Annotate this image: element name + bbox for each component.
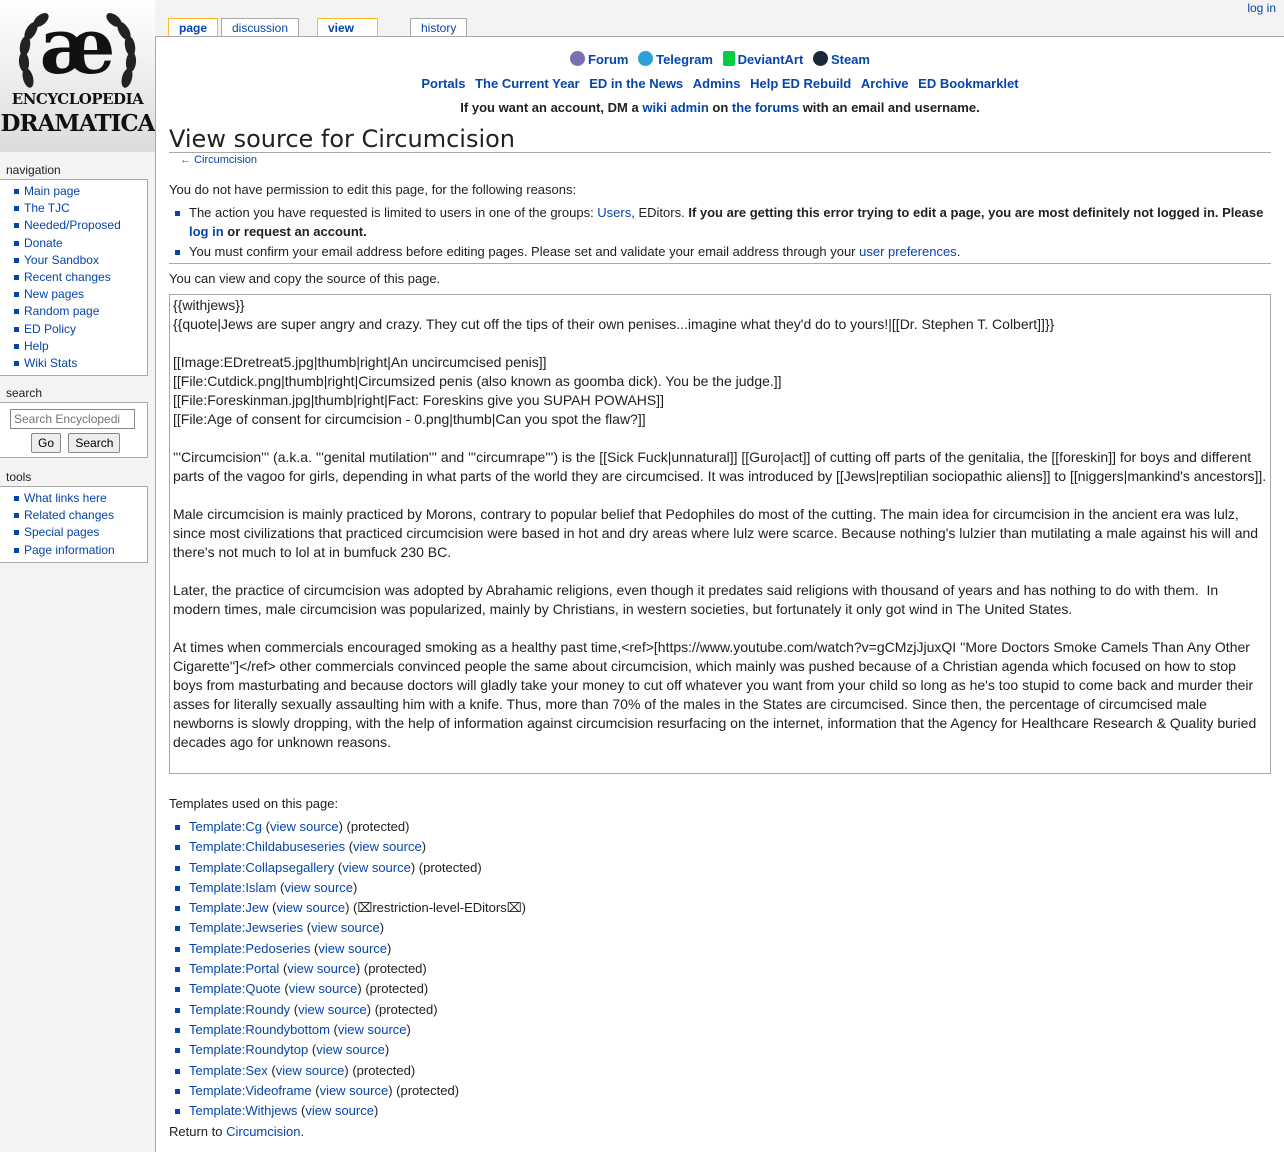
paren: ( (308, 1042, 317, 1058)
navigation-body (0, 179, 148, 376)
portals-link[interactable]: Portals (421, 76, 466, 91)
sidebar-item-donate[interactable] (24, 235, 147, 252)
templates-list (169, 817, 1271, 1121)
template-protection-status: (protected) (361, 981, 429, 997)
back-arrow-icon: ← (180, 154, 195, 166)
template-link[interactable]: Template:Sex (189, 1062, 268, 1078)
template-view-source-link[interactable]: view source (342, 859, 411, 875)
template-view-source-link[interactable]: view source (319, 1082, 389, 1098)
template-protection-status: (protected) (415, 859, 482, 875)
reason-groups (189, 203, 1271, 241)
template-view-source-link[interactable]: view source (276, 900, 346, 916)
tab-discussion-label[interactable]: discussion (232, 21, 289, 35)
paren: ) (355, 961, 361, 977)
template-link[interactable]: Template:Portal (189, 961, 280, 977)
tools-link[interactable]: What links here (24, 491, 107, 505)
tab-page[interactable] (168, 18, 218, 38)
template-item (189, 837, 1271, 857)
ed-in-news-link[interactable]: ED in the News (589, 76, 684, 91)
source-textarea[interactable] (169, 294, 1271, 774)
sidebar-link[interactable]: Donate (24, 235, 63, 250)
template-view-source-link[interactable]: view source (318, 940, 387, 956)
paren: ) (357, 981, 362, 997)
account-notice-text: on (708, 100, 732, 115)
site-logo[interactable] (0, 0, 155, 152)
login-link[interactable]: log in (1247, 1, 1276, 15)
telegram-icon (638, 51, 653, 66)
login-inline-link[interactable]: log in (189, 224, 224, 239)
template-item (189, 959, 1271, 979)
sidebar-item-the-tjc[interactable] (24, 200, 147, 217)
logo-glyph: æ (39, 1, 116, 92)
paren: ) (345, 900, 350, 916)
tab-view-source-label[interactable]: view (328, 21, 355, 35)
templates-heading: Templates used on this page: (169, 796, 339, 811)
tab-history[interactable] (410, 18, 467, 37)
sidebar-link[interactable]: Recent changes (24, 270, 111, 285)
template-item (189, 898, 1271, 918)
tools-link[interactable]: Page information (24, 542, 115, 557)
sidebar-item-help[interactable] (24, 338, 147, 355)
sidebar-item-wiki-stats[interactable] (24, 355, 147, 372)
template-link[interactable]: Template:Pedoseries (189, 940, 311, 956)
sidebar-link[interactable]: Needed/Proposed (24, 218, 121, 233)
deviantart-link[interactable] (723, 52, 804, 67)
return-text: Return to (169, 1124, 227, 1140)
paren: ( (276, 879, 285, 895)
template-link[interactable]: Template:Childabuseseries (189, 839, 346, 855)
go-button[interactable]: Go (31, 433, 61, 453)
template-link[interactable]: Template:Quote (189, 981, 281, 997)
template-item (189, 939, 1271, 959)
template-link[interactable]: Template:Jewseries (189, 920, 304, 936)
paren: ( (303, 920, 312, 936)
paren: ) (373, 1103, 379, 1119)
template-item (189, 1061, 1271, 1081)
sidebar-item-recent-changes[interactable] (24, 269, 147, 286)
paren: ( (261, 819, 270, 834)
search-portal (0, 386, 148, 458)
template-view-source-link[interactable]: view source (337, 1021, 407, 1037)
telegram-label: Telegram (656, 52, 713, 67)
paren: ) (384, 1042, 390, 1058)
reason-email (189, 242, 1271, 261)
template-link[interactable]: Template:Collapsegallery (189, 859, 335, 875)
paren: ) (406, 1021, 411, 1037)
template-item (189, 1081, 1271, 1101)
archive-link[interactable]: Archive (860, 76, 909, 91)
template-item (189, 817, 1271, 837)
navigation-portal (0, 163, 148, 376)
sidebar-link[interactable]: Help (24, 338, 49, 353)
sidebar-item-your-sandbox[interactable] (24, 252, 147, 269)
personal-tools (1247, 1, 1276, 15)
tools-item-page-information[interactable] (24, 542, 147, 559)
template-view-source-link[interactable]: view source (353, 839, 422, 855)
search-input[interactable] (10, 409, 135, 429)
tools-list (12, 490, 147, 559)
template-link[interactable]: Template:Roundy (189, 1001, 291, 1017)
steam-link[interactable] (813, 52, 870, 67)
admins-link[interactable]: Admins (692, 76, 741, 91)
template-item (189, 878, 1271, 898)
paren: ( (268, 900, 277, 916)
sidebar-item-ed-policy[interactable] (24, 321, 147, 338)
template-link[interactable]: Template:Islam (189, 879, 277, 895)
return-link[interactable]: Circumcision (226, 1124, 301, 1140)
template-item (189, 1000, 1271, 1020)
template-view-source-link[interactable]: view source (287, 961, 356, 977)
paren: ( (345, 839, 354, 855)
tools-item-what-links-here[interactable] (24, 490, 147, 507)
bookmarklet-link[interactable]: ED Bookmarklet (918, 76, 1019, 91)
return-line (169, 1122, 1271, 1141)
paren: ) (353, 879, 358, 895)
logo-line1: ENCYCLOPEDIA (11, 90, 144, 108)
paren: ) (338, 819, 343, 834)
reason-text: You must confirm your email address before editing pages. Please set and validate your email address through your (189, 244, 860, 259)
account-notice-text: with an email and username. (799, 100, 980, 115)
reason-text: . (956, 244, 961, 259)
forum-link[interactable] (570, 52, 628, 67)
paren: ) (366, 1001, 372, 1017)
tools-portal (0, 470, 148, 563)
template-view-source-link[interactable]: view source (305, 1103, 374, 1119)
paren: ( (310, 940, 319, 956)
back-link-subtitle (180, 153, 1284, 167)
template-item (189, 1020, 1271, 1040)
template-protection-status: (⌧restriction-level-EDitors⌧) (349, 900, 527, 916)
tab-page-label[interactable]: page (179, 21, 208, 35)
sidebar-item-random-page[interactable] (24, 303, 147, 320)
tools-item-special-pages[interactable] (24, 524, 147, 541)
template-link[interactable]: Template:Videoframe (189, 1082, 312, 1098)
tab-view-source[interactable] (317, 18, 378, 38)
paren: ( (290, 1001, 299, 1017)
sidebar-link[interactable]: Your Sandbox (24, 252, 99, 267)
paren: ( (329, 1021, 338, 1037)
account-notice (156, 98, 1284, 122)
page-title: View source for Circumcision (169, 124, 1271, 153)
navigation-list (12, 183, 147, 372)
sidebar-item-needed-proposed[interactable] (24, 217, 147, 234)
template-protection-status: (protected) (392, 1082, 460, 1098)
search-body (0, 402, 148, 458)
tab-history-label[interactable]: history (421, 21, 457, 35)
sidebar-link[interactable]: Main page (24, 184, 81, 198)
tools-item-related-changes[interactable] (24, 507, 147, 524)
paren: ) (344, 1062, 349, 1078)
paren: ( (311, 1082, 320, 1098)
template-view-source-link[interactable]: view source (311, 920, 380, 936)
reason-text: , EDitors. (631, 205, 689, 220)
site-notice (156, 50, 1284, 122)
paren: ( (279, 961, 288, 977)
template-link[interactable]: Template:Roundytop (189, 1042, 309, 1058)
account-notice-text: If you want an account, DM a (460, 100, 643, 115)
template-view-source-link[interactable]: view source (275, 1062, 345, 1078)
template-view-source-link[interactable]: view source (284, 879, 354, 895)
steam-label: Steam (830, 52, 870, 67)
permission-intro: You do not have permission to edit this page, for the following reasons: (169, 182, 577, 197)
search-button[interactable]: Search (68, 433, 120, 453)
tools-link[interactable]: Related changes (24, 508, 115, 523)
site-links (156, 74, 1284, 98)
content-panel (155, 36, 1284, 1152)
tools-heading: tools (6, 470, 32, 484)
user-preferences-link[interactable]: user preferences (859, 244, 957, 259)
sidebar-link[interactable]: New pages (24, 287, 85, 302)
template-item (189, 918, 1271, 938)
tools-link[interactable]: Special pages (24, 525, 100, 540)
paren: ) (410, 859, 416, 875)
sidebar-link[interactable]: The TJC (24, 201, 70, 216)
template-item (189, 1040, 1271, 1060)
paren: ( (267, 1062, 276, 1078)
reason-bold: or request an account. (223, 224, 367, 239)
current-year-link[interactable]: The Current Year (475, 76, 580, 91)
help-rebuild-link[interactable]: Help ED Rebuild (750, 76, 852, 91)
template-link[interactable]: Template:Cg (189, 819, 262, 834)
tab-discussion[interactable] (221, 18, 299, 37)
template-link[interactable]: Template:Jew (189, 900, 269, 916)
reason-text: The action you have requested is limited to users in one of the groups: (189, 205, 598, 220)
return-text: . (300, 1124, 305, 1140)
wiki-admin-link[interactable]: wiki admin (642, 100, 709, 115)
template-view-source-link[interactable]: view source (298, 1001, 367, 1017)
template-view-source-link[interactable]: view source (269, 819, 339, 834)
sidebar-link[interactable]: Random page (24, 304, 100, 319)
paren: ) (387, 940, 392, 956)
reason-bold: If you are getting this error trying to edit a page, you are most definitely not logged in. Please (688, 205, 1264, 220)
template-view-source-link[interactable]: view source (316, 1042, 385, 1058)
divider (169, 263, 1271, 264)
template-protection-status: (protected) (348, 1062, 416, 1078)
template-protection-status: (protected) (371, 1001, 438, 1017)
logo-line2: DRAMATICA (0, 110, 155, 137)
social-links (156, 50, 1284, 74)
template-item (189, 979, 1271, 999)
navigation-heading: navigation (6, 163, 61, 177)
paren: ) (379, 920, 385, 936)
can-view-notice: You can view and copy the source of this page. (169, 271, 441, 286)
forum-icon (570, 51, 585, 66)
deviantart-icon (723, 51, 735, 66)
sidebar-link[interactable]: Wiki Stats (24, 356, 78, 371)
deviantart-label: DeviantArt (737, 52, 804, 67)
paren: ( (297, 1103, 306, 1119)
template-protection-status: (protected) (360, 961, 427, 977)
paren: ( (280, 981, 289, 997)
page-body (156, 180, 1284, 1141)
template-view-source-link[interactable]: view source (288, 981, 358, 997)
sidebar-item-new-pages[interactable] (24, 286, 147, 303)
paren: ) (388, 1082, 393, 1098)
template-protection-status: (protected) (342, 819, 410, 834)
template-item (189, 858, 1271, 878)
forum-label: Forum (588, 52, 629, 67)
steam-icon (813, 51, 828, 66)
sidebar-link[interactable]: ED Policy (24, 321, 77, 336)
sidebar-item-main-page[interactable] (24, 183, 147, 200)
search-heading: search (6, 386, 43, 400)
template-item (189, 1101, 1271, 1121)
paren: ) (421, 839, 427, 855)
tools-body (0, 486, 148, 563)
permission-reasons (169, 203, 1271, 261)
back-link[interactable]: Circumcision (194, 154, 258, 166)
paren: ( (334, 859, 343, 875)
telegram-link[interactable] (638, 52, 713, 67)
forums-link[interactable]: the forums (731, 100, 800, 115)
users-group-link[interactable]: Users (597, 205, 632, 220)
template-link[interactable]: Template:Withjews (189, 1103, 298, 1119)
template-link[interactable]: Template:Roundybottom (189, 1021, 330, 1037)
